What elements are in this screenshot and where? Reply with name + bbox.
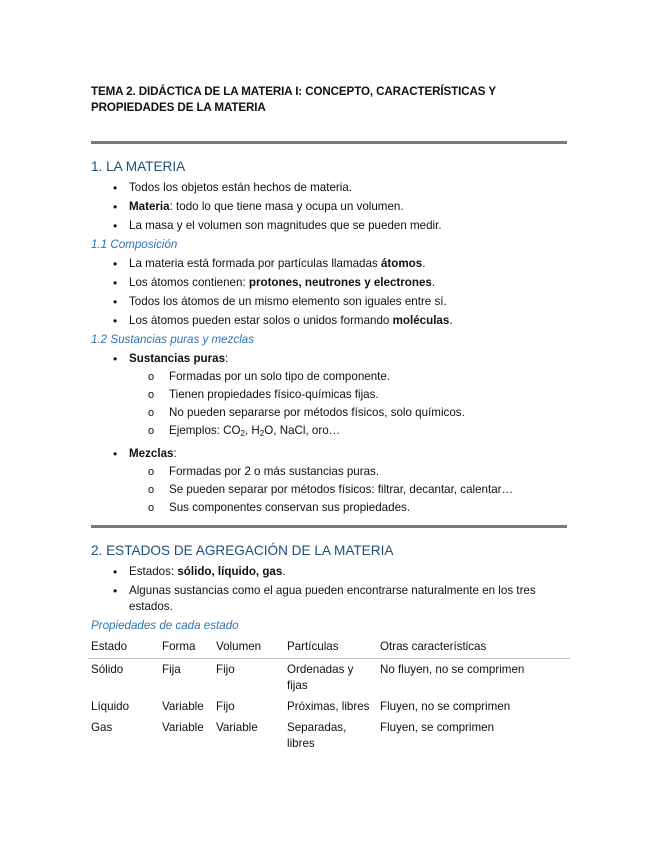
bullet-text: Todos los objetos están hechos de materia. [129, 181, 352, 194]
list-item [91, 199, 567, 215]
table-row [88, 659, 570, 697]
sustancias-bullet-list [91, 351, 567, 516]
column-header: Estado [88, 636, 159, 659]
list-item [129, 369, 567, 385]
bullet-text: : todo lo que tiene masa y ocupa un volumen. [169, 200, 404, 213]
estados-bullet-list [91, 564, 567, 615]
title-line-2: PROPIEDADES DE LA MATERIA [91, 101, 266, 114]
bullet-text: La materia está formada por partículas llamadas [129, 257, 381, 270]
list-item [91, 351, 567, 442]
list-item [129, 387, 567, 403]
table-cell: Fijo [216, 663, 235, 676]
list-item [91, 313, 567, 329]
sustancias-puras-sublist [129, 369, 567, 442]
bullet-text: . [431, 276, 436, 289]
column-header: Volumen [213, 636, 284, 659]
document-title [91, 84, 567, 116]
subsection-heading-composicion: 1.1 Composición [91, 238, 178, 251]
table-cell: Próximas, libres [287, 700, 370, 713]
bullet-text: . [282, 565, 286, 578]
bullet-text: Los átomos contienen: [129, 276, 249, 289]
list-item [129, 423, 567, 442]
bullet-text: La masa y el volumen son magnitudes que se pueden medir. [129, 219, 442, 232]
table-row [88, 717, 570, 754]
list-item [91, 256, 567, 272]
bullet-text: . [449, 314, 453, 327]
bullet-text: : [225, 352, 229, 365]
subbullet-text: Sus componentes conservan sus propiedades. [169, 501, 411, 514]
subbullet-text: Formadas por un solo tipo de componente. [169, 370, 391, 383]
subscript: 2 [240, 429, 245, 438]
subbullet-text: No pueden separarse por métodos físicos, solo químicos. [169, 406, 465, 419]
column-header: Forma [159, 636, 213, 659]
table-cell: Variable [162, 700, 204, 713]
list-item [129, 500, 567, 516]
list-item [129, 464, 567, 480]
section-divider [91, 525, 567, 528]
table-cell: Ordenadas y fijas [287, 663, 354, 692]
table-cell: Fija [162, 663, 181, 676]
list-item [91, 218, 567, 234]
title-line-1: TEMA 2. DIDÁCTICA DE LA MATERIA I: CONCEPTO, CARACTERÍSTICAS Y [91, 85, 496, 98]
bullet-bold-term: moléculas [392, 314, 450, 327]
subbullet-text: Formadas por 2 o más sustancias puras. [169, 465, 380, 478]
table-cell: Variable [216, 721, 258, 734]
table-cell: No fluyen, no se comprimen [380, 663, 525, 676]
bullet-text: Todos los átomos de un mismo elemento son iguales entre sí. [129, 295, 447, 308]
list-item [91, 564, 567, 580]
table-row [88, 696, 570, 717]
table-cell: Fluyen, se comprimen [380, 721, 495, 734]
table-cell: Separadas, libres [287, 721, 347, 750]
list-item [129, 405, 567, 421]
subbullet-text: Se pueden separar por métodos físicos: filtrar, decantar, calentar… [169, 483, 514, 496]
bullet-text: Algunas sustancias como el agua pueden encontrarse naturalmente en los tres estados. [129, 584, 536, 613]
bullet-bold-term: Mezclas [129, 447, 174, 460]
subsection-heading-sustancias: 1.2 Sustancias puras y mezclas [91, 333, 255, 346]
column-header: Otras características [377, 636, 570, 659]
list-item [91, 583, 549, 615]
subbullet-text: Ejemplos: CO [169, 424, 241, 437]
table-cell: Gas [91, 721, 113, 734]
document-page [91, 84, 567, 754]
mezclas-sublist [129, 464, 567, 516]
section-heading-estados: 2. ESTADOS DE AGREGACIÓN DE LA MATERIA [91, 543, 394, 558]
table-cell: Variable [162, 721, 204, 734]
bullet-bold-term: protones, neutrones y electrones [248, 276, 432, 289]
list-item [129, 482, 567, 498]
list-item [91, 180, 567, 196]
section-divider [91, 141, 567, 144]
materia-bullet-list [91, 180, 567, 234]
subscript: 2 [259, 429, 265, 438]
states-properties-table [88, 636, 570, 754]
bullet-bold-term: Materia [129, 200, 170, 213]
table-cell: Líquido [91, 700, 130, 713]
bullet-bold-term: átomos [380, 257, 423, 270]
column-header: Partículas [284, 636, 377, 659]
table-cell: Sólido [91, 663, 124, 676]
composicion-bullet-list [91, 256, 567, 329]
bullet-text: . [422, 257, 426, 270]
list-item [91, 294, 567, 310]
bullet-bold-term: sólido, líquido, gas [177, 565, 283, 578]
bullet-text: : [173, 447, 177, 460]
bullet-text: Estados: [129, 565, 178, 578]
bullet-bold-term: Sustancias puras [129, 352, 226, 365]
subbullet-text: O, NaCl, oro… [264, 424, 341, 437]
list-item [91, 446, 567, 516]
list-item [91, 275, 567, 291]
table-caption: Propiedades de cada estado [91, 619, 239, 632]
section-heading-materia: 1. LA MATERIA [91, 159, 186, 174]
table-header-row [88, 636, 570, 659]
bullet-text: Los átomos pueden estar solos o unidos formando [129, 314, 393, 327]
table-cell: Fluyen, no se comprimen [380, 700, 511, 713]
subbullet-text: , H [244, 424, 260, 437]
subbullet-text: Tienen propiedades físico-químicas fijas. [169, 388, 379, 401]
table-cell: Fijo [216, 700, 235, 713]
